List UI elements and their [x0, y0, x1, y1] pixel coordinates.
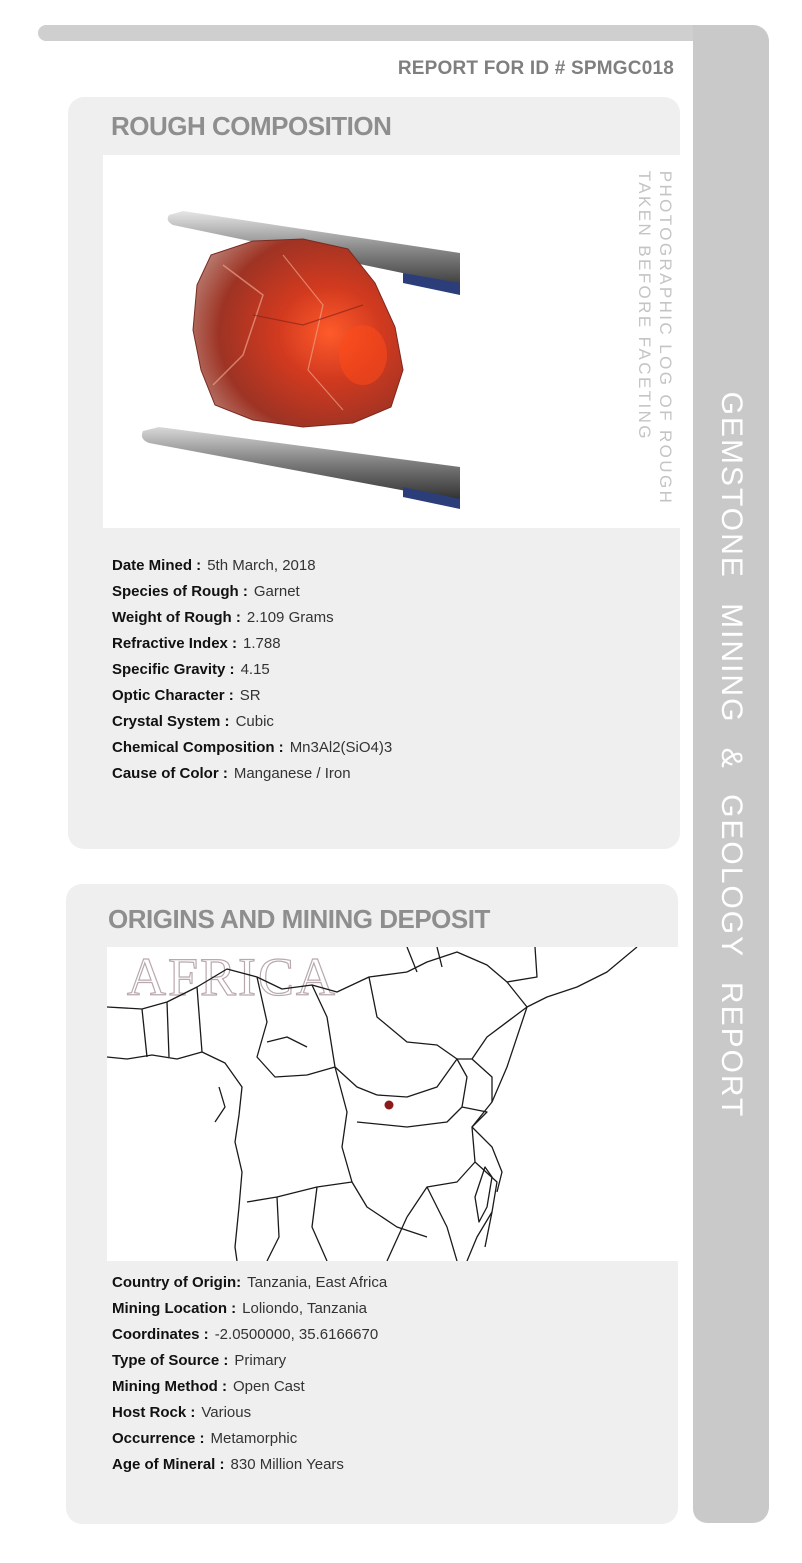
field-label: Mining Method : — [112, 1378, 227, 1395]
field-value: Loliondo, Tanzania — [242, 1300, 367, 1317]
field-row — [112, 711, 392, 737]
field-row — [112, 737, 392, 763]
field-value: Open Cast — [232, 1378, 305, 1395]
field-label: Weight of Rough : — [112, 609, 241, 626]
field-label: Host Rock : — [112, 1404, 196, 1421]
origins-title: ORIGINS AND MINING DEPOSIT — [108, 904, 490, 934]
photo-caption — [634, 171, 676, 506]
mine-location-marker — [385, 1101, 394, 1110]
side-title: GEMSTONE MINING & GEOLOGY REPORT — [715, 391, 748, 1119]
field-row — [112, 763, 392, 789]
field-value: 5th March, 2018 — [207, 557, 316, 574]
field-row — [112, 633, 392, 659]
field-label: Occurrence : — [112, 1430, 205, 1447]
origins-fields — [112, 1272, 387, 1480]
field-row — [112, 1350, 387, 1376]
africa-map — [107, 947, 678, 1261]
field-value: Cubic — [235, 713, 274, 730]
field-label: Refractive Index : — [112, 635, 238, 652]
field-row — [112, 1376, 387, 1402]
field-label: Age of Mineral : — [112, 1456, 225, 1473]
field-value: 4.15 — [240, 661, 270, 678]
photo-caption-line-2: TAKEN BEFORE FACETING — [635, 170, 654, 441]
field-value: -2.0500000, 35.6166670 — [214, 1326, 379, 1343]
field-row — [112, 555, 392, 581]
field-value: 830 Million Years — [230, 1456, 344, 1473]
photo-caption-line-1: PHOTOGRAPHIC LOG OF ROUGH — [656, 170, 675, 506]
field-label: Type of Source : — [112, 1352, 229, 1369]
field-row — [112, 1428, 387, 1454]
field-label: Chemical Composition : — [112, 739, 284, 756]
field-label: Coordinates : — [112, 1326, 209, 1343]
field-row — [112, 1272, 387, 1298]
field-row — [112, 581, 392, 607]
field-value: Primary — [234, 1352, 287, 1369]
field-value: SR — [239, 687, 261, 704]
field-label: Cause of Color : — [112, 765, 228, 782]
field-row — [112, 1454, 387, 1480]
field-label: Date Mined : — [112, 557, 202, 574]
field-value: 2.109 Grams — [246, 609, 334, 626]
field-row — [112, 1402, 387, 1428]
map-label: AFRICA — [127, 947, 338, 1007]
field-value: Tanzania, East Africa — [247, 1274, 388, 1291]
gemstone-in-tweezers-image — [103, 155, 680, 528]
report-id: REPORT FOR ID # SPMGC018 — [397, 58, 674, 79]
field-row — [112, 607, 392, 633]
top-bar — [38, 25, 738, 41]
rough-fields — [112, 555, 392, 789]
field-value: Garnet — [253, 583, 300, 600]
field-label: Mining Location : — [112, 1300, 237, 1317]
field-value: 1.788 — [243, 635, 281, 652]
rough-composition-title: ROUGH COMPOSITION — [111, 111, 392, 141]
map-outline-image — [107, 947, 678, 1261]
field-label: Specific Gravity : — [112, 661, 235, 678]
field-label: Species of Rough : — [112, 583, 248, 600]
field-value: Manganese / Iron — [233, 765, 351, 782]
field-label: Optic Character : — [112, 687, 234, 704]
field-row — [112, 685, 392, 711]
field-value: Metamorphic — [210, 1430, 298, 1447]
field-row — [112, 659, 392, 685]
field-value: Various — [201, 1404, 252, 1421]
field-label: Crystal System : — [112, 713, 230, 730]
field-row — [112, 1298, 387, 1324]
field-label: Country of Origin: — [112, 1274, 242, 1291]
field-row — [112, 1324, 387, 1350]
field-value: Mn3Al2(SiO4)3 — [289, 739, 393, 756]
rough-photo — [103, 155, 680, 528]
